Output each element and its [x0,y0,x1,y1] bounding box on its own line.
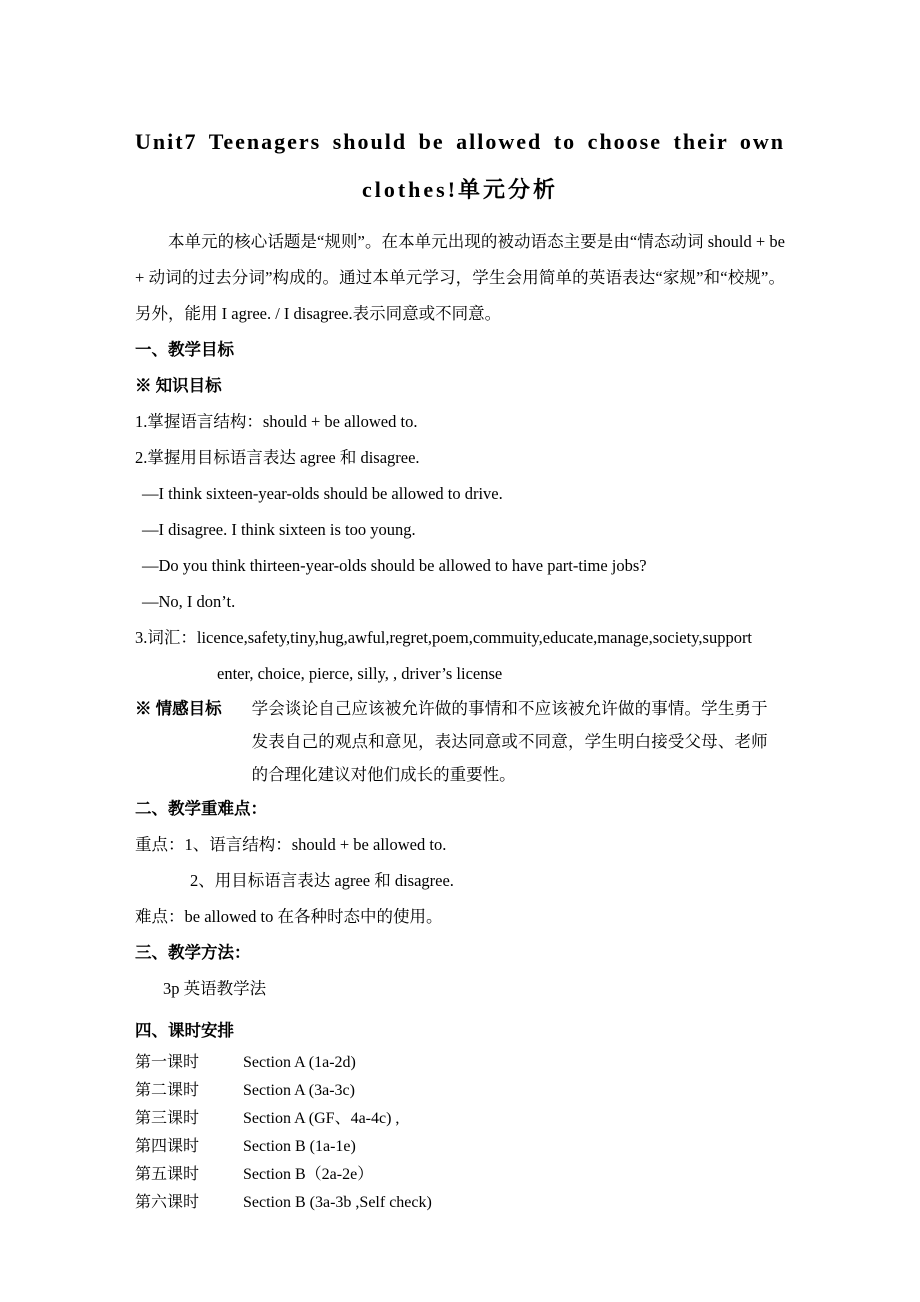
document-title-line2: clothes!单元分析 [361,177,559,202]
key-points-line-1: 重点：1、语言结构：should + be allowed to. [135,835,447,854]
schedule-content: Section B (3a-3b ,Self check) [243,1194,432,1211]
schedule-period: 第四课时 [135,1138,200,1155]
key-points-line-2: 2、用目标语言表达 agree 和 disagree. [190,871,454,890]
schedule-row [135,1133,785,1161]
vocabulary-line-1: 3.词汇：licence,safety,tiny,hug,awful,regret,poem,commuity,educate,manage,society,support [135,628,753,647]
schedule-content: Section A (GF、4a-4c) , [243,1110,400,1127]
schedule-row [135,1189,785,1217]
dialog-line: —I think sixteen-year-olds should be allowed to drive. [142,484,503,503]
schedule-period: 第三课时 [135,1110,200,1127]
section-heading-schedule: 四、课时安排 [135,1021,234,1040]
section-heading-key-points: 二、教学重难点： [135,799,267,818]
schedule-content: Section B (1a-1e) [243,1138,356,1155]
vocabulary-line-2: enter, choice, pierce, silly, , driver’s license [217,664,503,683]
schedule-period: 第五课时 [135,1166,200,1183]
schedule-content: Section A (1a-2d) [243,1054,356,1071]
schedule-row [135,1105,785,1133]
section-heading-teaching-methods: 三、教学方法： [135,943,251,962]
schedule-row [135,1077,785,1105]
intro-paragraph: 本单元的核心话题是“规则”。在本单元出现的被动语态主要是由“情态动词 should + be + 动词的过去分词”构成的。通过本单元学习，学生会用简单的英语表达“家规”和“校规”。另外，能用 I agree. / I disagree.表示同意或不同意。 [135,232,785,323]
schedule-period: 第六课时 [135,1194,200,1211]
subheading-knowledge-goals: ※ 知识目标 [135,376,222,395]
schedule-period: 第二课时 [135,1082,200,1099]
dialog-line: —I disagree. I think sixteen is too young. [142,520,416,539]
document-title [135,118,785,214]
teaching-method-content: 3p 英语教学法 [163,979,267,998]
subheading-emotion-goals: ※ 情感目标 [135,699,222,718]
schedule-row [135,1161,785,1189]
schedule-period: 第一课时 [135,1054,200,1071]
key-points-line-3: 难点：be allowed to 在各种时态中的使用。 [135,907,443,926]
section-heading-teaching-goals: 一、教学目标 [135,340,234,359]
dialog-line: —No, I don’t. [142,592,236,611]
dialog-line: —Do you think thirteen-year-olds should be allowed to have part-time jobs? [142,556,647,575]
emotion-goals-text: 学会谈论自己应该被允许做的事情和不应该被允许做的事情。学生勇于发表自己的观点和意见，表达同意或不同意，学生明白接受父母、老师的合理化建议对他们成长的重要性。 [251,699,768,784]
knowledge-item-1: 1.掌握语言结构：should + be allowed to. [135,412,418,431]
schedule-content: Section B（2a-2e） [243,1166,374,1183]
schedule-row [135,1049,785,1077]
schedule-content: Section A (3a-3c) [243,1082,355,1099]
document-title-line1: Unit7 Teenagers should be allowed to choose their own [135,129,785,154]
knowledge-item-2: 2.掌握用目标语言表达 agree 和 disagree. [135,448,420,467]
emotion-goals-block [135,692,785,791]
